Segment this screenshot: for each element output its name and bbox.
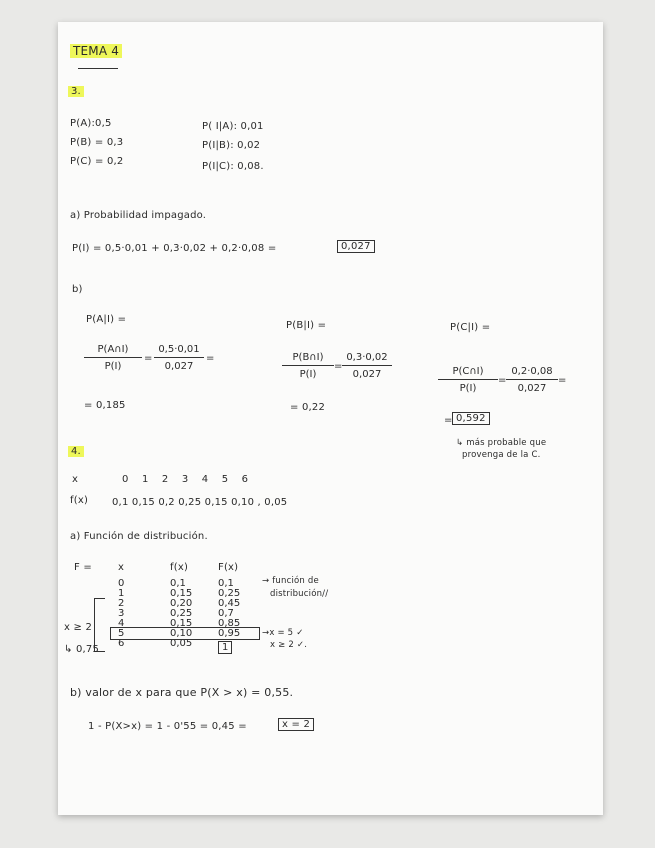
pa-equals-2: =: [206, 353, 215, 364]
cond-prob-b: P(I|B): 0,02: [202, 140, 261, 151]
pc-denominator: P(I): [459, 383, 477, 394]
cond-prob-a: P( I|A): 0,01: [202, 121, 264, 132]
pc-equals-2: =: [558, 375, 567, 386]
pa-equals: =: [144, 353, 153, 364]
note-function: → función de: [262, 576, 319, 586]
col-F-values: [218, 579, 240, 653]
page-title: TEMA 4: [70, 44, 122, 58]
prob-c: P(C) = 0,2: [70, 156, 124, 167]
part-a-4-label: a) Función de distribución.: [70, 531, 208, 542]
f-cell: 0,15: [170, 618, 193, 629]
F-cell-final: 1: [218, 641, 232, 654]
F-cell: 0,45: [218, 598, 241, 609]
pb-numerator: P(B∩I): [282, 352, 334, 366]
f-cell: 0,1: [170, 578, 186, 589]
pa-result: = 0,185: [84, 400, 126, 411]
note-x2: x ≥ 2 ✓.: [270, 640, 308, 650]
F-cell: 0,25: [218, 588, 241, 599]
pa-fraction-values: [154, 344, 204, 372]
pa-numerator: P(A∩I): [84, 344, 142, 358]
pa-denominator: P(I): [104, 361, 122, 372]
f-cell: 0,20: [170, 598, 193, 609]
exercise-4-number: 4.: [68, 446, 84, 457]
pc-equals: =: [498, 375, 507, 386]
x-row-values: 0 1 2 3 4 5 6: [122, 474, 249, 485]
pb-equals: =: [334, 361, 343, 372]
prob-a: P(A):0,5: [70, 118, 112, 129]
part-a-label: a) Probabilidad impagado.: [70, 210, 207, 221]
pb-denominator-values: 0,027: [352, 369, 382, 380]
col-f-header: f(x): [170, 562, 189, 573]
pc-numerator-values: 0,2·0,08: [506, 366, 558, 380]
pc-note-line2: provenga de la C.: [462, 450, 541, 460]
exercise-3-number: 3.: [68, 86, 84, 97]
F-label: F =: [74, 562, 92, 573]
x-cell: 2: [118, 598, 125, 609]
part-b-label: b): [72, 284, 83, 295]
pa-denominator-values: 0,027: [164, 361, 194, 372]
x-cell: 3: [118, 608, 125, 619]
col-F-header: F(x): [218, 562, 239, 573]
pc-denominator-values: 0,027: [517, 383, 547, 394]
pc-heading: P(C|I) =: [450, 322, 491, 333]
f-row-values: 0,1 0,15 0,2 0,25 0,15 0,10 , 0,05: [112, 497, 288, 508]
x-cell: 5: [118, 628, 125, 639]
pc-numerator: P(C∩I): [438, 366, 498, 380]
pa-numerator-values: 0,5·0,01: [154, 344, 204, 358]
pc-fraction: [438, 366, 498, 394]
f-cell: 0,05: [170, 638, 193, 649]
F-cell: 0,85: [218, 618, 241, 629]
part-b-4-expression: 1 - P(X>x) = 1 - 0'55 = 0,45 =: [88, 721, 247, 732]
title-underline: [78, 68, 118, 69]
side-note-value: ↳ 0,75: [64, 644, 100, 655]
part-a-result: 0,027: [337, 240, 375, 253]
cond-prob-c: P(I|C): 0,08.: [202, 161, 264, 172]
prob-b: P(B) = 0,3: [70, 137, 124, 148]
f-row-label: f(x): [70, 495, 89, 506]
pa-heading: P(A|I) =: [86, 314, 127, 325]
x-cell: 0: [118, 578, 125, 589]
note-distribution: distribución//: [270, 589, 329, 599]
part-b-4-result: x = 2: [278, 718, 314, 731]
f-cell: 0,10: [170, 628, 193, 639]
part-b-4-label: b) valor de x para que P(X > x) = 0,55.: [70, 686, 294, 699]
pb-fraction: [282, 352, 334, 380]
pa-fraction: [84, 344, 142, 372]
f-cell: 0,15: [170, 588, 193, 599]
pb-heading: P(B|I) =: [286, 320, 327, 331]
x-cell: 1: [118, 588, 125, 599]
F-cell: 0,1: [218, 578, 234, 589]
pb-fraction-values: [342, 352, 392, 380]
note-x5: →x = 5 ✓: [262, 628, 304, 638]
f-cell: 0,25: [170, 608, 193, 619]
pc-result: 0,592: [452, 412, 490, 425]
x-cell: 4: [118, 618, 125, 629]
pc-equals-3: =: [444, 415, 453, 426]
pb-result: = 0,22: [290, 402, 326, 413]
x-cell: 6: [118, 638, 125, 649]
x-row-label: x: [72, 474, 79, 485]
row-5-box: [110, 627, 260, 640]
side-note-x: x ≥ 2: [64, 622, 93, 633]
pb-denominator: P(I): [299, 369, 317, 380]
part-a-expression: P(I) = 0,5·0,01 + 0,3·0,02 + 0,2·0,08 =: [72, 243, 277, 254]
col-x-header: x: [118, 562, 125, 573]
pc-note-line1: ↳ más probable que: [456, 438, 547, 448]
pc-fraction-values: [506, 366, 558, 394]
F-cell: 0,95: [218, 628, 241, 639]
pb-numerator-values: 0,3·0,02: [342, 352, 392, 366]
notebook-page: [58, 22, 603, 815]
F-cell: 0,7: [218, 608, 234, 619]
